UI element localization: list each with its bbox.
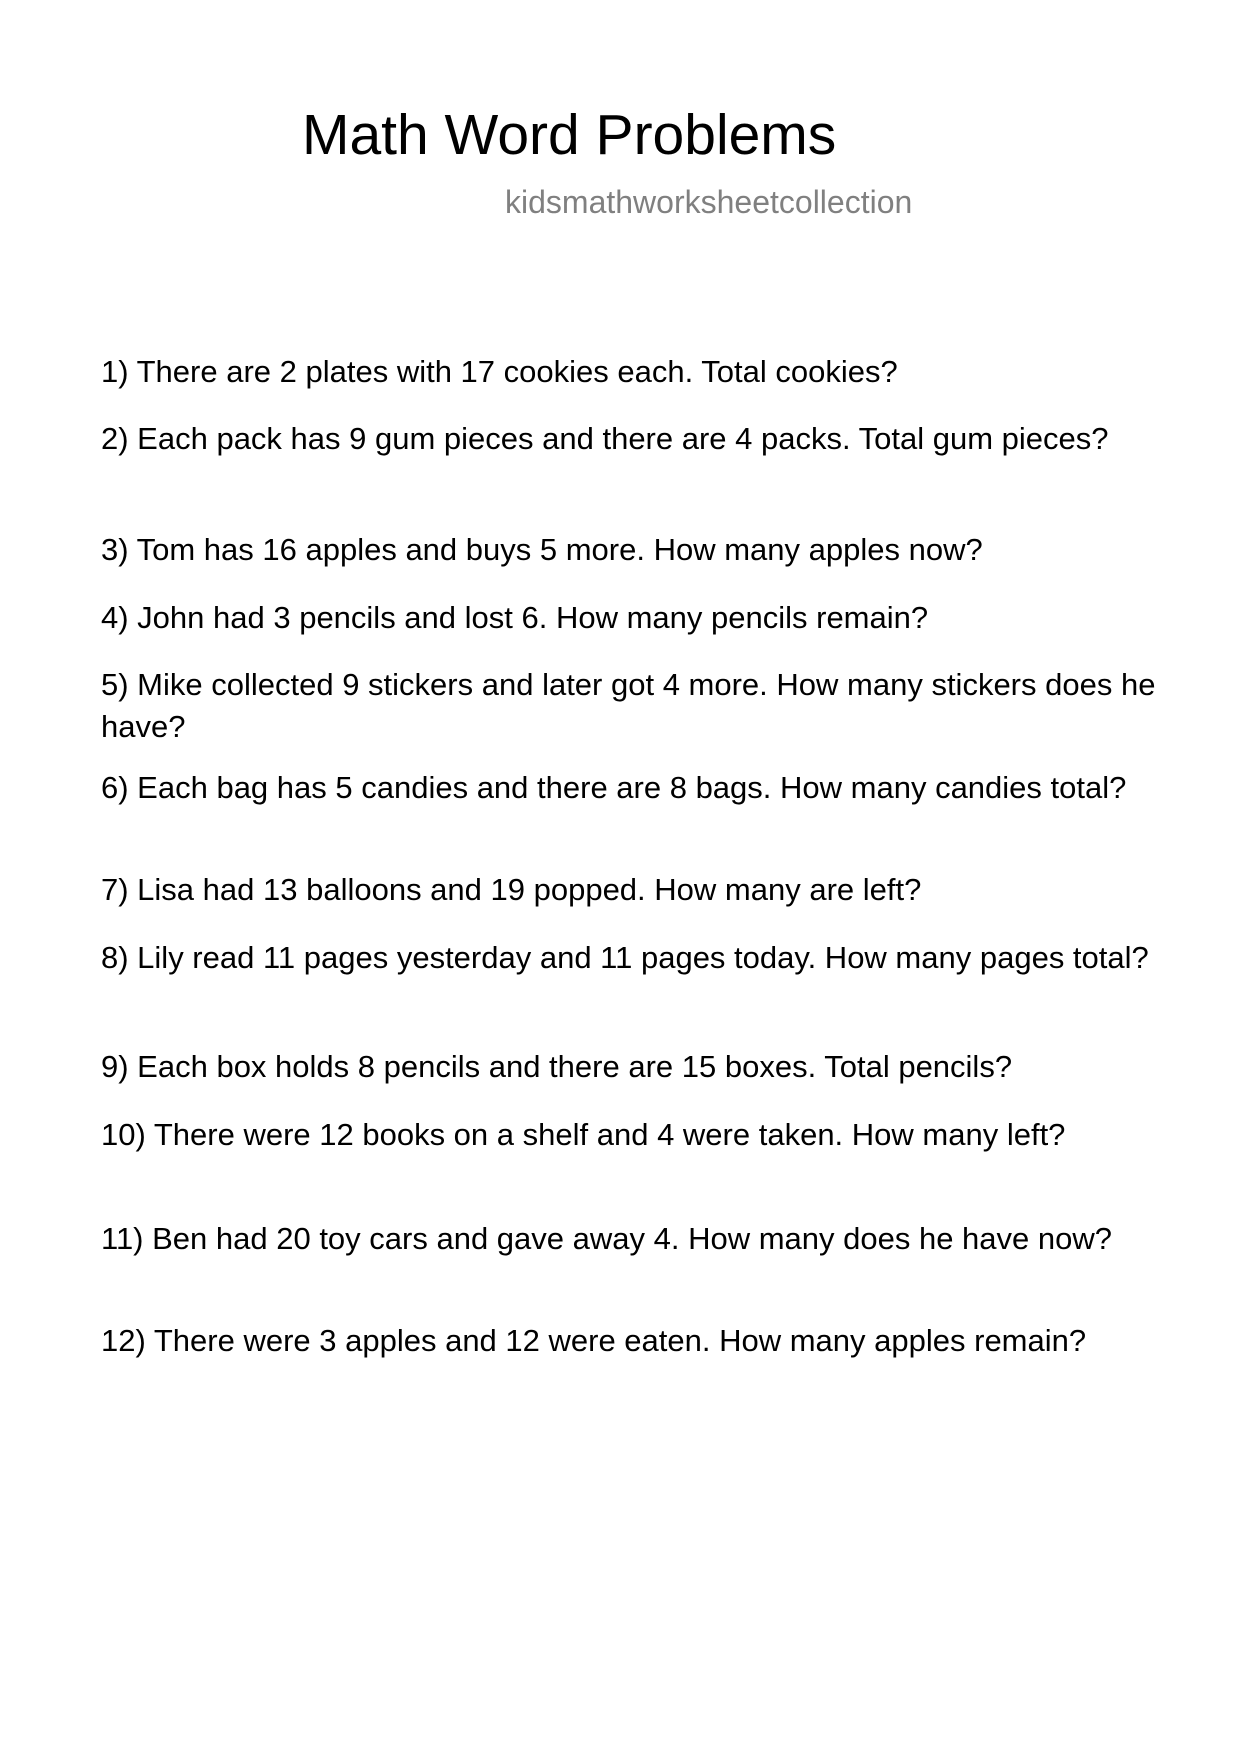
problem-item-5: 5) Mike collected 9 stickers and later got 4 more. How many stickers does he have? bbox=[101, 667, 1156, 744]
problem-item-8: 8) Lily read 11 pages yesterday and 11 pages today. How many pages total? bbox=[101, 940, 1149, 975]
problem-item-6: 6) Each bag has 5 candies and there are 8 bags. How many candies total? bbox=[101, 770, 1127, 805]
problem-item-11: 11) Ben had 20 toy cars and gave away 4. How many does he have now? bbox=[101, 1221, 1112, 1256]
problem-item-2: 2) Each pack has 9 gum pieces and there are 4 packs. Total gum pieces? bbox=[101, 421, 1109, 456]
source-subtitle: kidsmathworksheetcollection bbox=[505, 184, 913, 220]
problem-item-4: 4) John had 3 pencils and lost 6. How many pencils remain? bbox=[101, 600, 929, 635]
problem-item-12: 12) There were 3 apples and 12 were eaten. How many apples remain? bbox=[101, 1323, 1087, 1358]
page-title: Math Word Problems bbox=[302, 103, 837, 167]
problem-item-7: 7) Lisa had 13 balloons and 19 popped. How many are left? bbox=[101, 872, 922, 907]
problem-item-3: 3) Tom has 16 apples and buys 5 more. How many apples now? bbox=[101, 532, 983, 567]
problem-item-9: 9) Each box holds 8 pencils and there are 15 boxes. Total pencils? bbox=[101, 1049, 1013, 1084]
problem-item-10: 10) There were 12 books on a shelf and 4 were taken. How many left? bbox=[101, 1117, 1066, 1152]
problem-item-1: 1) There are 2 plates with 17 cookies each. Total cookies? bbox=[101, 354, 898, 389]
